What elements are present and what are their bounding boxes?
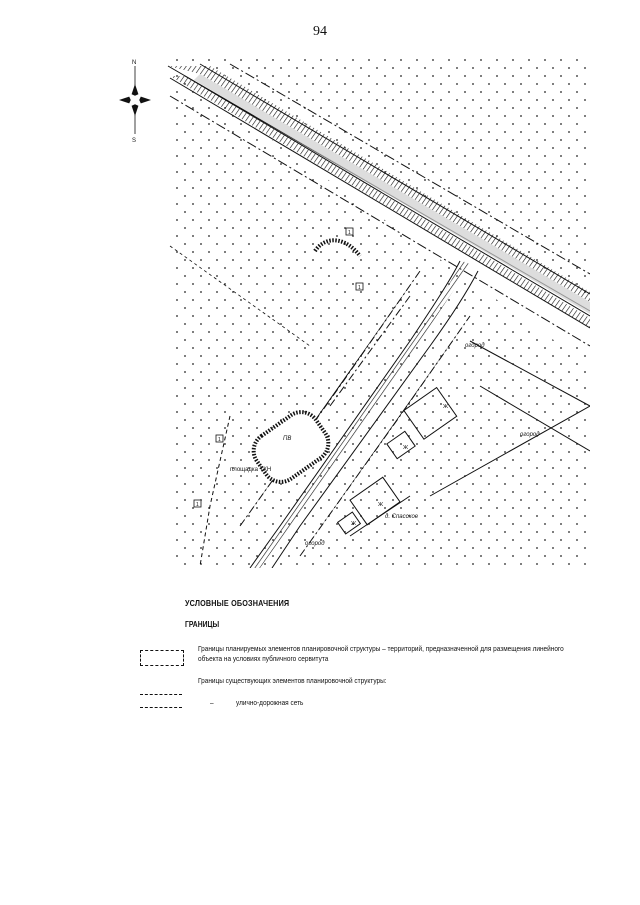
label-settlement: д. Спасское [385, 514, 419, 520]
label-pv: ПВ [283, 436, 292, 442]
svg-text:Ж: Ж [403, 445, 409, 451]
site-plan-map [110, 56, 590, 568]
svg-text:1: 1 [218, 437, 221, 443]
site-plan-drawing [110, 56, 590, 568]
label-garden-3: огород [305, 541, 325, 547]
svg-text:Ж: Ж [378, 502, 384, 508]
legend-subtitle: ГРАНИЦЫ [185, 620, 220, 629]
svg-text:Ж: Ж [443, 404, 449, 410]
legend-existing-heading: Границы существующих элементов планировочной структуры: [198, 676, 387, 685]
legend-item-planned-boundary: Границы планируемых элементов планировочной структуры – территорий, предназначенной для размещения линейного объекта на условиях публичного сервитута [198, 644, 564, 663]
label-platform: площадка ТКН [230, 467, 272, 473]
legend-symbol-planned-boundary [140, 650, 184, 666]
label-garden-1: огород [465, 343, 485, 349]
svg-text:1: 1 [196, 502, 199, 508]
svg-text:1: 1 [348, 230, 351, 236]
compass-south: S [132, 138, 137, 144]
label-garden-2: огород [520, 432, 540, 438]
compass-north: N [132, 60, 137, 66]
legend-title: УСЛОВНЫЕ ОБОЗНАЧЕНИЯ [185, 598, 290, 608]
svg-text:Ж: Ж [351, 521, 357, 527]
legend [0, 598, 640, 728]
legend-symbol-street-network [140, 694, 182, 708]
svg-text:1: 1 [358, 285, 361, 291]
legend-item-street-network: улично-дорожная сеть [236, 698, 304, 707]
legend-dash: – [210, 698, 214, 707]
page-number: 94 [313, 24, 327, 39]
